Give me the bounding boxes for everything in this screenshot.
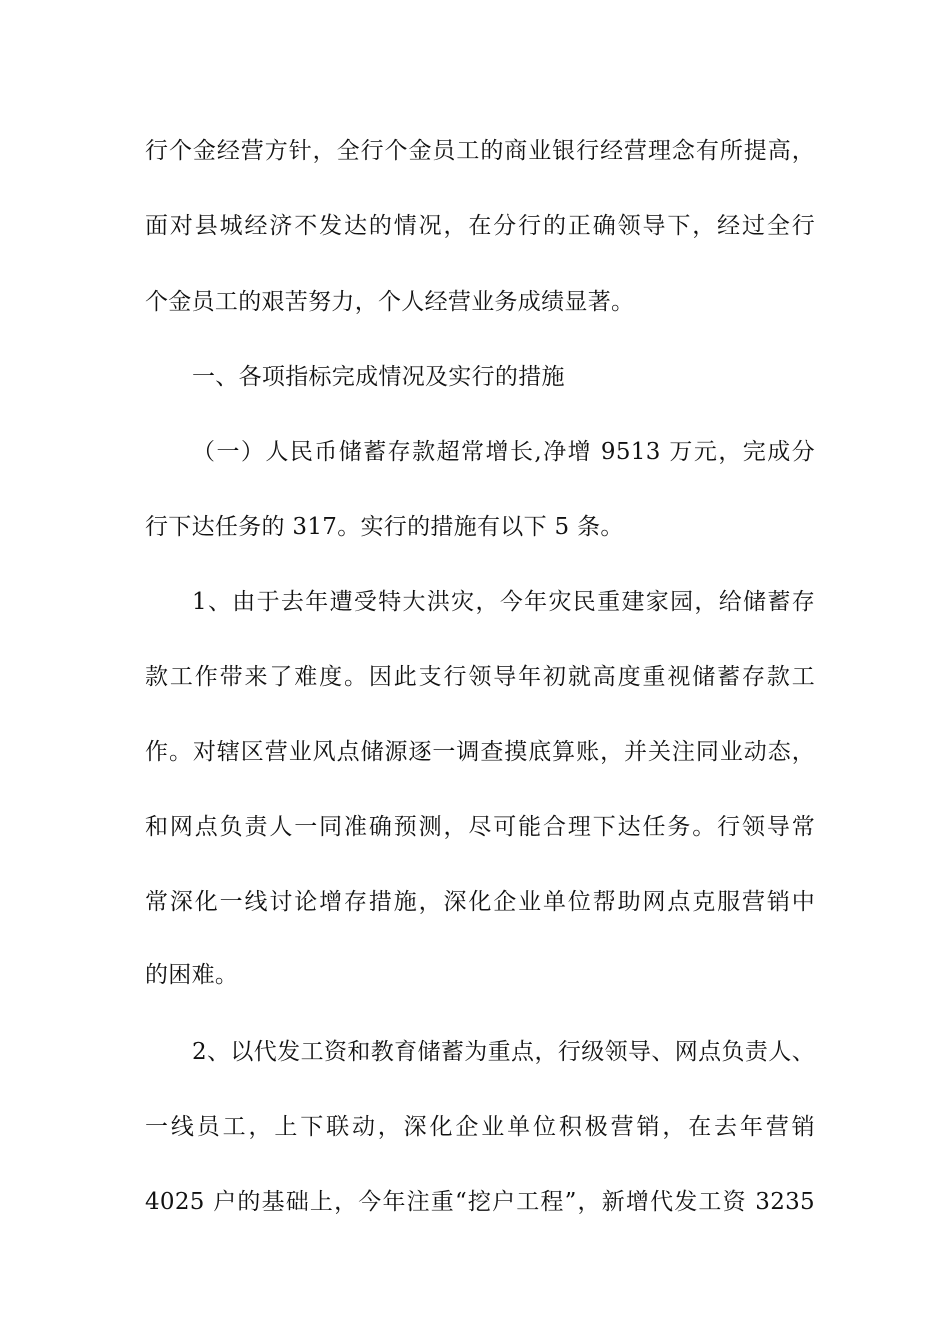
text-line: 2、以代发工资和教育储蓄为重点，行级领导、网点负责人、 — [192, 1039, 815, 1065]
text-line: 行下达任务的 317。实行的措施有以下 5 条。 — [145, 514, 624, 540]
text-line: 面对县城经济不发达的情况，在分行的正确领导下，经过全行 — [145, 213, 815, 239]
text-line: 行个金经营方针，全行个金员工的商业银行经营理念有所提高， — [145, 138, 815, 164]
text-line: 4025 户的基础上，今年注重“挖户工程”，新增代发工资 3235 — [145, 1189, 815, 1215]
text-line: 个金员工的艰苦努力，个人经营业务成绩显著。 — [145, 289, 635, 315]
section-heading: 一、各项指标完成情况及实行的措施 — [192, 364, 565, 390]
text-line: 作。对辖区营业风点储源逐一调查摸底算账，并关注同业动态， — [145, 739, 815, 765]
subsection-heading: （一）人民币储蓄存款超常增长,净增 9513 万元，完成分 — [192, 439, 815, 465]
text-line: 1、由于去年遭受特大洪灾，今年灾民重建家园，给储蓄存 — [192, 589, 815, 615]
text-line: 款工作带来了难度。因此支行领导年初就高度重视储蓄存款工 — [145, 664, 815, 690]
text-line: 一线员工，上下联动，深化企业单位积极营销，在去年营销 — [145, 1114, 815, 1140]
text-line: 常深化一线讨论增存措施，深化企业单位帮助网点克服营销中 — [145, 889, 815, 915]
text-line: 的困难。 — [145, 962, 239, 988]
text-line: 和网点负责人一同准确预测，尽可能合理下达任务。行领导常 — [145, 814, 815, 840]
